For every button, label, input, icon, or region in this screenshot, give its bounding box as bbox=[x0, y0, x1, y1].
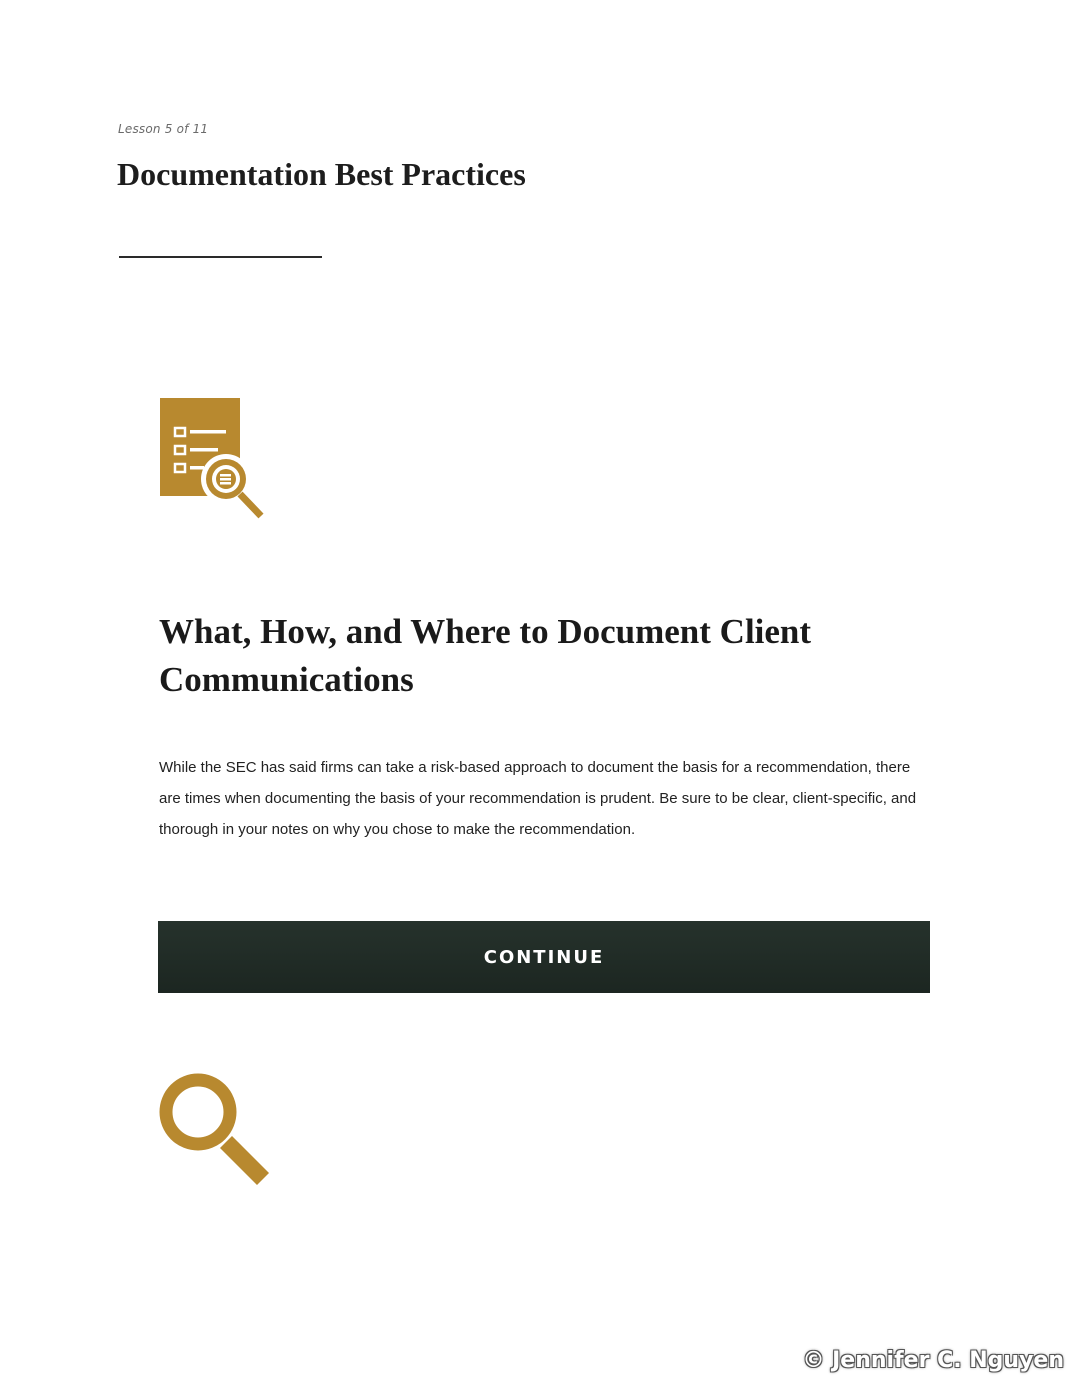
title-divider bbox=[119, 256, 322, 258]
document-search-icon bbox=[160, 398, 266, 522]
section-heading: What, How, and Where to Document Client Communications bbox=[159, 612, 812, 699]
copyright-watermark: © Jennifer C. Nguyen bbox=[802, 1348, 1064, 1373]
magnifying-glass-icon bbox=[156, 1070, 272, 1188]
section-body-text: While the SEC has said firms can take a risk-based approach to document the basis for a recommendation, there are times when documenting the basis of your recommendation is prudent. Be sure to be clear, client-specific, and thorough in your notes on why you chose to make the recommendation. bbox=[159, 759, 917, 838]
lesson-title: Documentation Best Practices bbox=[117, 156, 526, 192]
continue-button[interactable]: CONTINUE bbox=[158, 921, 930, 993]
lesson-progress-label: Lesson 5 of 11 bbox=[118, 122, 209, 136]
